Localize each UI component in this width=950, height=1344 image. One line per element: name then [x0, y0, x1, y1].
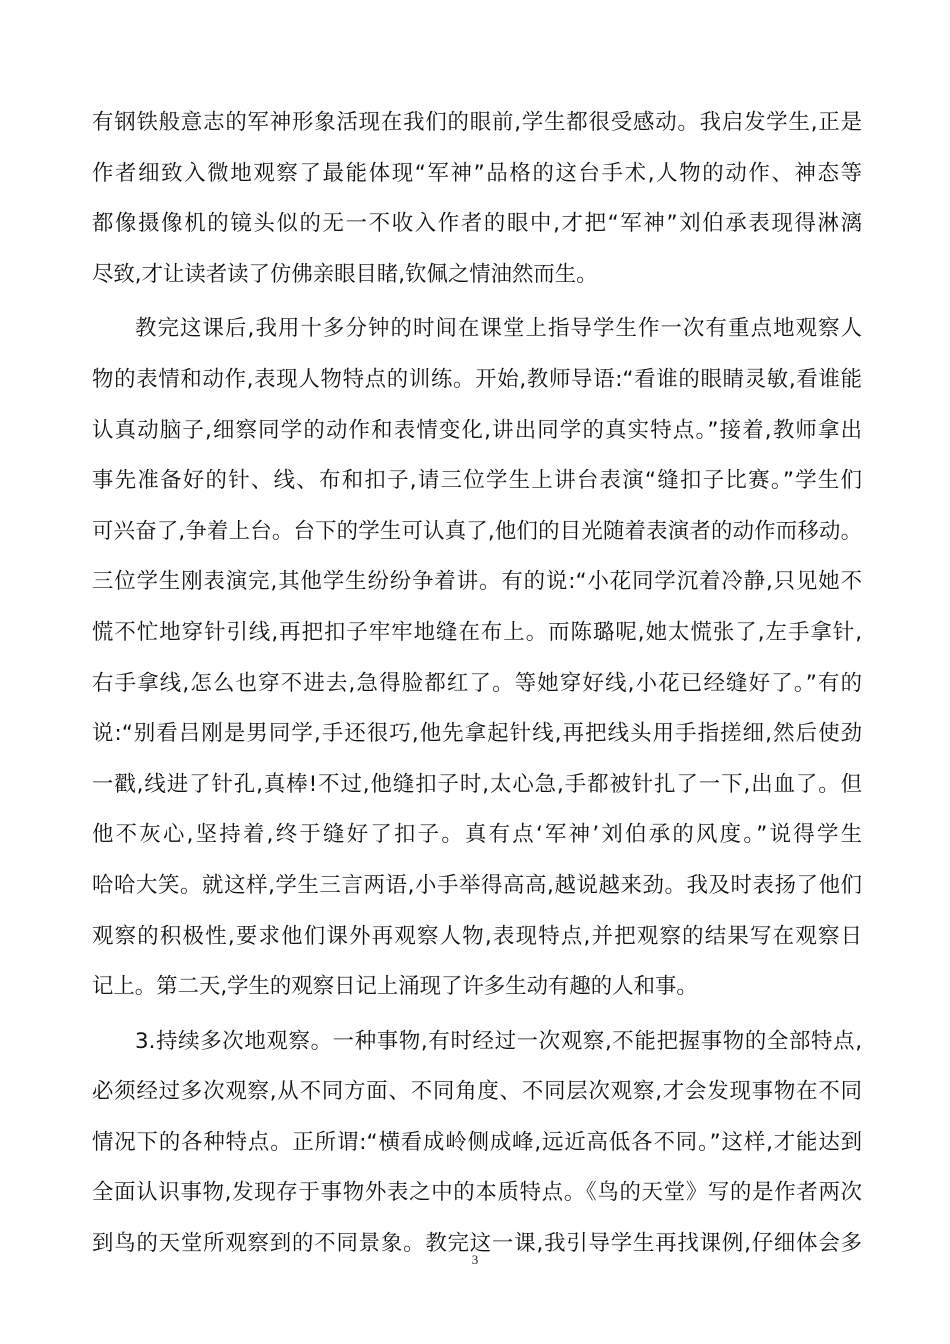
text-line: 都像摄像机的镜头似的无一不收入作者的眼中,才把“军神”刘伯承表现得淋漓	[92, 211, 862, 237]
text-line: 认真动脑子,细察同学的动作和表情变化,讲出同学的真实特点。”接着,教师拿出	[92, 417, 862, 443]
text-line: 必须经过多次观察,从不同方面、不同角度、不同层次观察,才会发现事物在不同	[92, 1079, 862, 1105]
text-line: 物的表情和动作,表现人物特点的训练。开始,教师导语:“看谁的眼睛灵敏,看谁能	[92, 366, 862, 392]
text-line: 3.持续多次地观察。一种事物,有时经过一次观察,不能把握事物的全部特点,	[135, 1028, 862, 1054]
text-line: 可兴奋了,争着上台。台下的学生可认真了,他们的目光随着表演者的动作而移动。	[92, 518, 862, 544]
text-line: 一戳,线进了针孔,真棒!不过,他缝扣子时,太心急,手都被针扎了一下,出血了。但	[92, 771, 862, 797]
text-line: 到鸟的天堂所观察到的不同景象。教完这一课,我引导学生再找课例,仔细体会多	[92, 1231, 862, 1257]
text-line: 全面认识事物,发现存于事物外表之中的本质特点。《鸟的天堂》写的是作者两次	[92, 1180, 862, 1206]
text-line: 尽致,才让读者读了仿佛亲眼目睹,钦佩之情油然而生。	[92, 261, 598, 287]
paragraph-2	[92, 304, 862, 1012]
page-number: 3	[471, 1252, 479, 1267]
paragraph-1	[92, 98, 862, 300]
text-line: 说:“别看吕刚是男同学,手还很巧,他先拿起针线,再把线头用手指搓细,然后使劲	[92, 721, 862, 747]
text-line: 记上。第二天,学生的观察日记上涌现了许多生动有趣的人和事。	[92, 974, 698, 1000]
text-line: 情况下的各种特点。正所谓:“横看成岭侧成峰,远近高低各不同。”这样,才能达到	[92, 1129, 862, 1155]
text-line: 右手拿线,怎么也穿不进去,急得脸都红了。等她穿好线,小花已经缝好了。”有的	[92, 670, 862, 696]
text-line: 事先准备好的针、线、布和扣子,请三位学生上讲台表演“缝扣子比赛。”学生们	[92, 468, 862, 494]
text-line: 慌不忙地穿针引线,再把扣子牢牢地缝在布上。而陈璐呢,她太慌张了,左手拿针,	[92, 619, 862, 645]
text-line: 教完这课后,我用十多分钟的时间在课堂上指导学生作一次有重点地观察人	[135, 316, 862, 342]
text-line: 作者细致入微地观察了最能体现“军神”品格的这台手术,人物的动作、神态等	[92, 160, 862, 186]
text-line: 有钢铁般意志的军神形象活现在我们的眼前,学生都很受感动。我启发学生,正是	[92, 110, 862, 135]
text-line: 观察的积极性,要求他们课外再观察人物,表现特点,并把观察的结果写在观察日	[92, 923, 862, 949]
text-line: 三位学生刚表演完,其他学生纷纷争着讲。有的说:“小花同学沉着冷静,只见她不	[92, 569, 862, 595]
document-body	[92, 98, 862, 1270]
paragraph-3	[92, 1017, 862, 1270]
text-line: 哈哈大笑。就这样,学生三言两语,小手举得高高,越说越来劲。我及时表扬了他们	[92, 872, 862, 898]
text-line: 他不灰心,坚持着,终于缝好了扣子。真有点‘军神’刘伯承的风度。”说得学生	[92, 822, 862, 848]
